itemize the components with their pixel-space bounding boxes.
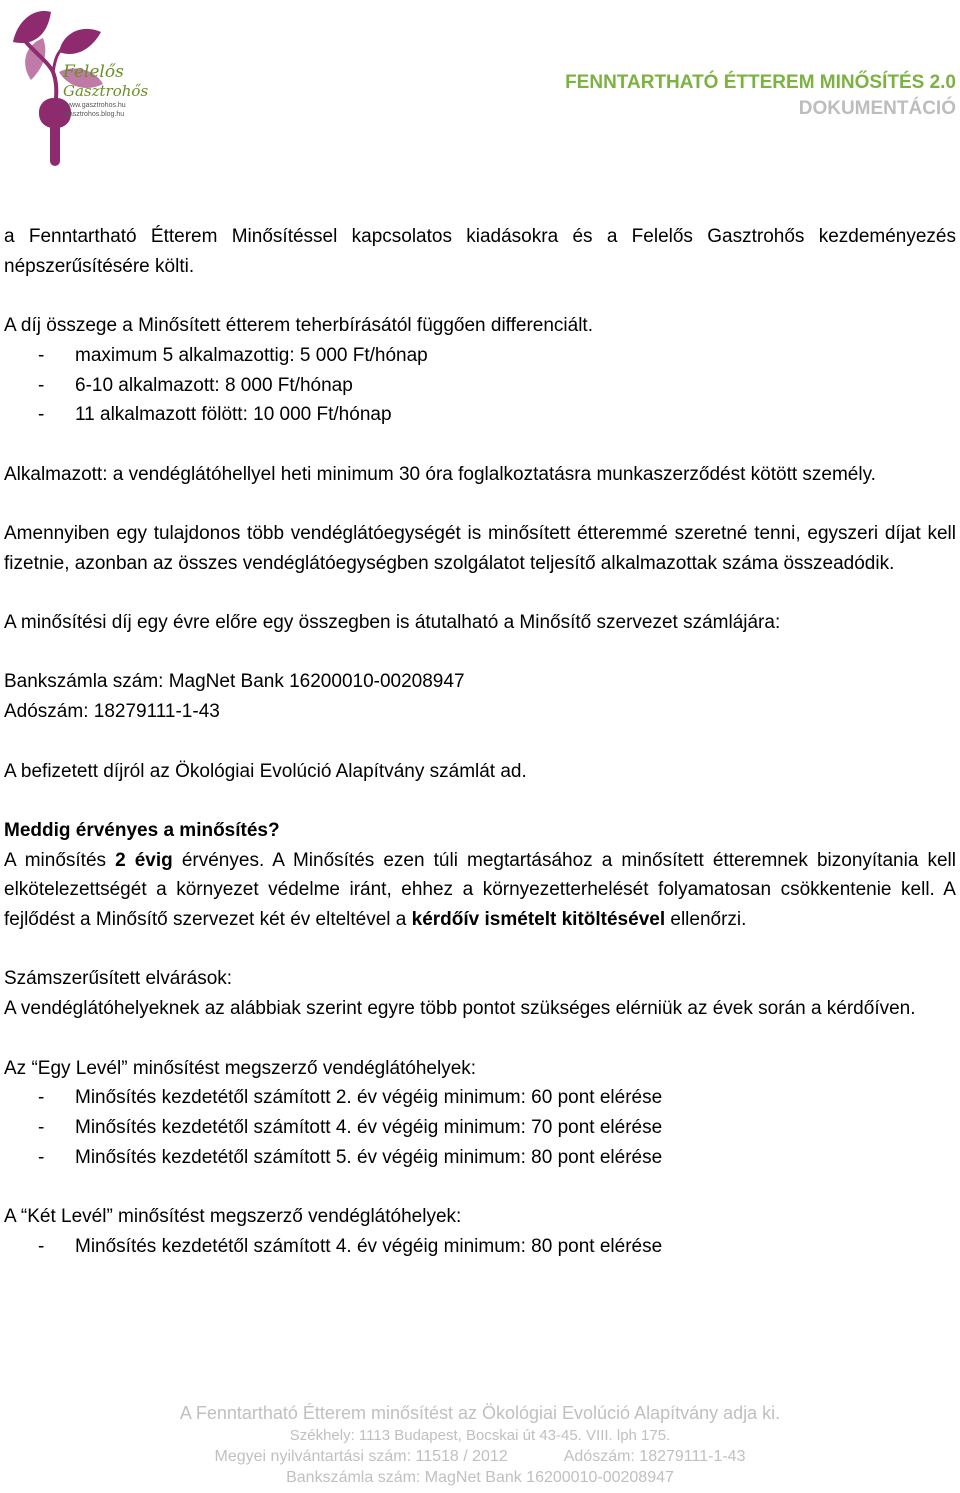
list-dash: - (38, 1235, 45, 1257)
logo-url: gasztrohos.blog.hu (65, 111, 125, 118)
paragraph: A befizetett díjról az Ökológiai Evolúció Alapítvány számlát ad. (4, 760, 527, 782)
list-dash: - (38, 1146, 45, 1168)
paragraph: A minősítés 2 évig érvényes. A Minősítés ezen túli megtartásához a minősített étteremnek bizonyítania kell elkötelezettségét a környezet védelme iránt, ehhez a környezetterhelését folyamatosan csökkentenie kell. A fejlődést a Minősítő szervezet két év elteltével a kérdőív ismételt kitöltésével ellenőrzi. (4, 849, 956, 931)
section-heading: Meddig érvényes a minősítés? (4, 819, 280, 841)
list-item: - Minősítés kezdetétől számított 5. év végéig minimum: 80 pont elérése (4, 1143, 956, 1173)
document-title: FENNTARTHATÓ ÉTTEREM MINŐSÍTÉS 2.0 (565, 72, 956, 93)
document-body (4, 222, 956, 1261)
list-item: - Minősítés kezdetétől számított 4. év végéig minimum: 70 pont elérése (4, 1113, 956, 1143)
paragraph: A díj összege a Minősített étterem teherbírásától függően differenciált. (4, 315, 593, 337)
list-heading: A “Két Levél” minősítést megszerző vendéglátóhelyek: (4, 1206, 462, 1228)
fee-list (4, 341, 956, 430)
footer-line: A Fenntartható Étterem minősítést az Ökológiai Evolúció Alapítvány adja ki. (179, 1403, 781, 1423)
list-item: - Minősítés kezdetétől számított 2. év végéig minimum: 60 pont elérése (4, 1083, 956, 1113)
tax-number: Adószám: 18279111-1-43 (4, 701, 220, 723)
list-item: - 11 alkalmazott fölött: 10 000 Ft/hónap (4, 400, 956, 430)
list-heading: Az “Egy Levél” minősítést megszerző vendéglátóhelyek: (4, 1057, 477, 1079)
logo-url: www.gasztrohos.hu (65, 102, 126, 109)
bold-text: kérdőív ismételt kitöltésével (411, 909, 666, 931)
logo (3, 2, 159, 168)
paragraph: Amennyiben egy tulajdonos több vendéglátóegységét is minősített étteremmé szeretné tenni, egyszeri díjat kell fizetnie, azonban az összes vendéglátóegységben szolgálatot teljesítő alkalmazottak száma összeadódik. (4, 522, 956, 574)
two-leaf-list (4, 1232, 956, 1262)
paragraph: A minősítési díj egy évre előre egy összegben is átutalható a Minősítő szervezet számlájára: (4, 612, 781, 634)
list-dash: - (38, 1087, 45, 1109)
footer-bank: Bankszámla szám: MagNet Bank 16200010-00208947 (286, 1469, 674, 1486)
footer-registry: Megyei nyilvántartási szám: 11518 / 2012 Adószám: 18279111-1-43 (214, 1448, 746, 1465)
logo-text: Gasztrohős (63, 82, 149, 100)
paragraph: A vendéglátóhelyeknek az alábbiak szerint egyre több pontot szükséges elérniük az évek során a kérdőíven. (4, 998, 916, 1020)
logo-text: Felelős (63, 62, 124, 82)
footer-address: Székhely: 1113 Budapest, Bocskai út 43-45. VIII. lph 175. (289, 1427, 671, 1444)
list-item: - 6-10 alkalmazott: 8 000 Ft/hónap (4, 371, 956, 401)
one-leaf-list (4, 1083, 956, 1172)
list-dash: - (38, 374, 45, 396)
bank-account: Bankszámla szám: MagNet Bank 16200010-00208947 (4, 671, 465, 693)
document-subtitle: DOKUMENTÁCIÓ (798, 98, 956, 119)
list-dash: - (38, 344, 45, 366)
section-heading: Számszerűsített elvárások: (4, 968, 233, 990)
paragraph: a Fenntartható Étterem Minősítéssel kapcsolatos kiadásokra és a Felelős Gasztrohős kezdeményezés népszerűsítésére költi. (4, 226, 956, 277)
list-dash: - (38, 404, 45, 426)
paragraph: Alkalmazott: a vendéglátóhellyel heti minimum 30 óra foglalkoztatásra munkaszerződést kötött személy. (4, 463, 876, 485)
list-dash: - (38, 1116, 45, 1138)
list-item: - maximum 5 alkalmazottig: 5 000 Ft/hónap (4, 341, 956, 371)
bold-text: 2 évig (115, 849, 173, 871)
list-item: - Minősítés kezdetétől számított 4. év végéig minimum: 80 pont elérése (4, 1232, 956, 1262)
